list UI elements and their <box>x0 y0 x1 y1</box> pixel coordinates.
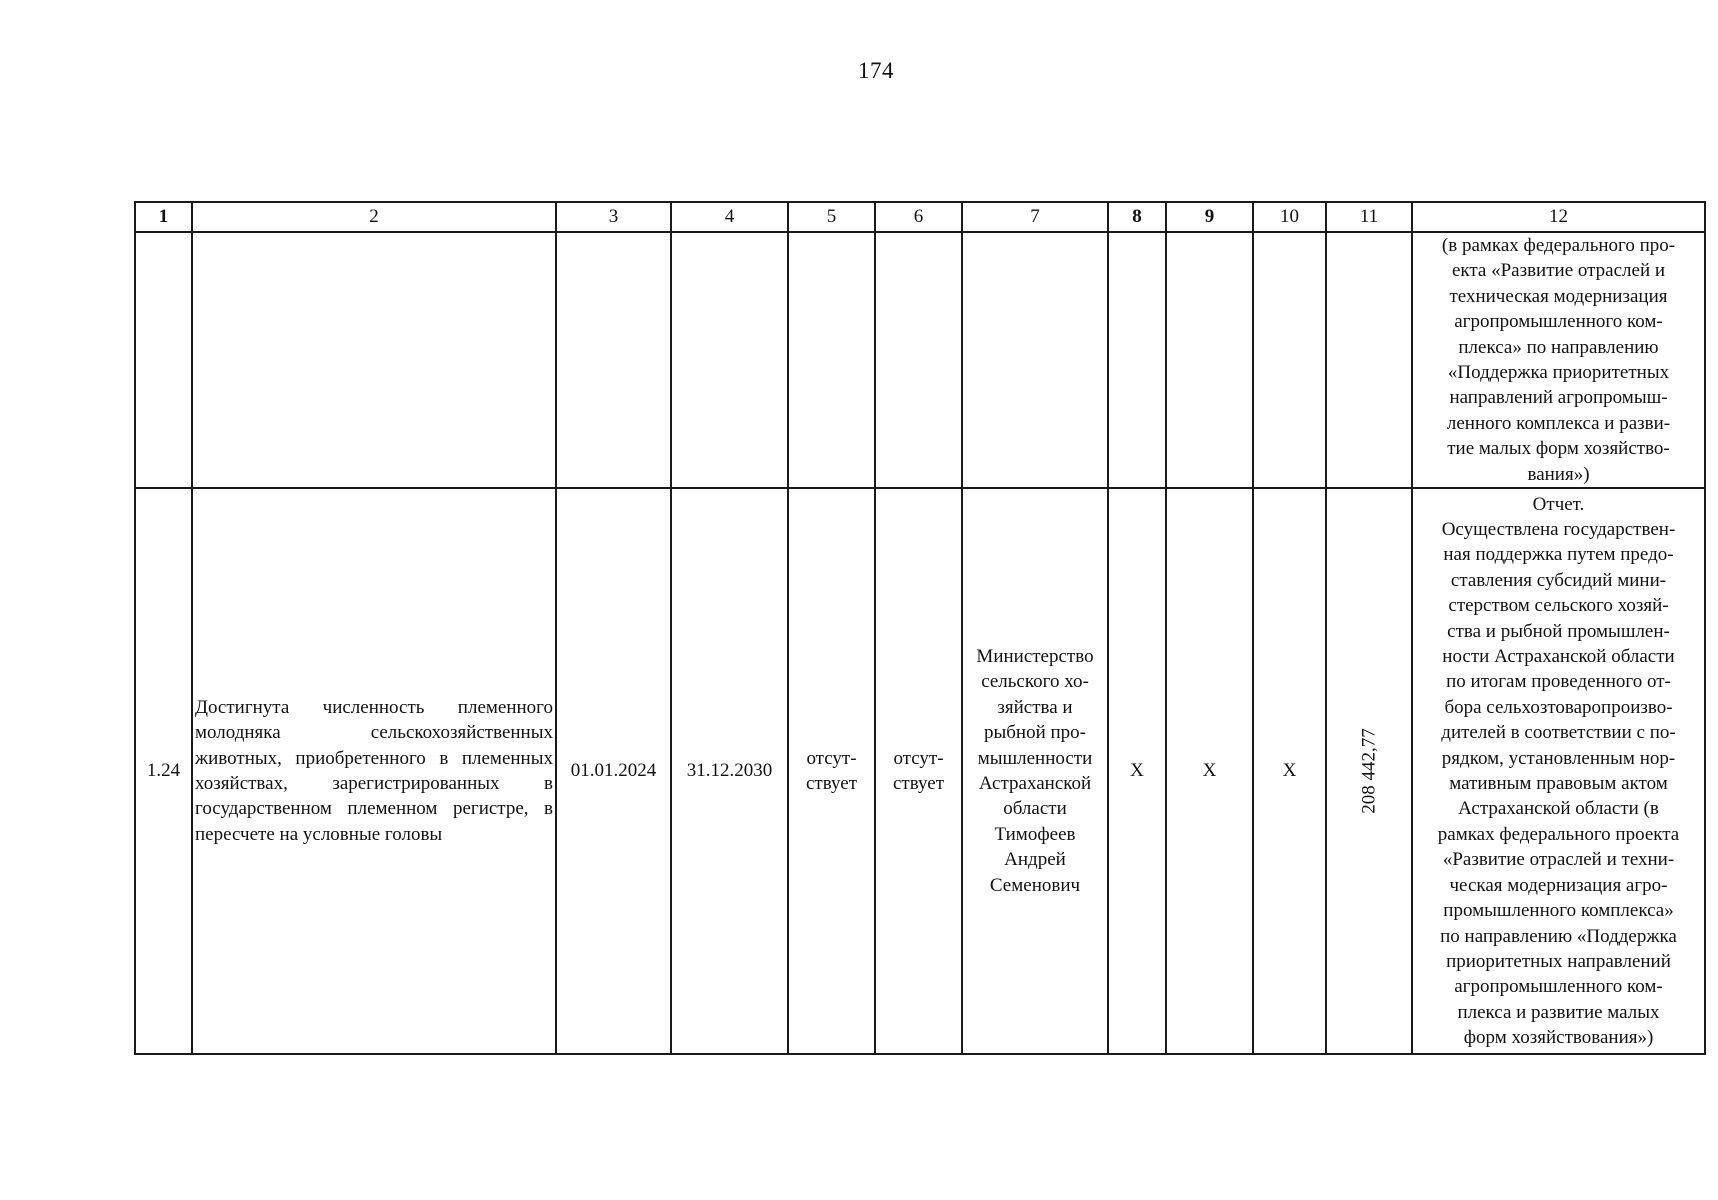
text-line: рамках федерального проекта <box>1437 823 1680 845</box>
text-line: ности Астраханской области <box>1442 646 1675 668</box>
text-line: тие малых форм хозяйство- <box>1447 438 1670 460</box>
text-line: отсут- <box>893 747 944 769</box>
empty-cell <box>1166 232 1253 488</box>
text-line: мативным правовым актом <box>1449 773 1668 795</box>
text-line: агропромышленного ком- <box>1454 976 1663 998</box>
text-line: ная поддержка путем предо- <box>1443 544 1674 566</box>
empty-cell <box>192 232 556 488</box>
text-line: Семенович <box>989 874 1081 896</box>
empty-cell <box>875 232 962 488</box>
result-report <box>1412 488 1705 1054</box>
empty-cell <box>556 232 671 488</box>
header-cell-11: 11 <box>1326 202 1412 232</box>
text-line: промышленного комплекса» <box>1443 900 1674 922</box>
start-date: 01.01.2024 <box>556 488 671 1054</box>
table-row-continuation <box>135 232 1705 488</box>
empty-cell <box>1108 232 1166 488</box>
header-cell-2: 2 <box>192 202 556 232</box>
header-cell-3: 3 <box>556 202 671 232</box>
header-cell-1: 1 <box>135 202 192 232</box>
text-line: направлений агропромыш- <box>1449 387 1668 409</box>
text-line: екта «Развитие отраслей и <box>1451 260 1666 282</box>
table-row-1-24 <box>135 488 1705 1054</box>
text-line: «Поддержка приоритетных <box>1447 362 1670 384</box>
data-table <box>134 201 1706 1055</box>
text-line: приоритетных направлений <box>1446 950 1671 972</box>
header-cell-6: 6 <box>875 202 962 232</box>
text-line: агропромышленного ком- <box>1454 311 1663 333</box>
responsible-executor <box>962 488 1108 1054</box>
text-line: сельского хо- <box>981 671 1089 693</box>
text-line: рыбной про- <box>983 722 1086 744</box>
empty-cell <box>1326 232 1412 488</box>
text-line: ствует <box>805 773 858 795</box>
text-line: плекса» по направлению <box>1458 336 1659 358</box>
text-line: «Развитие отраслей и техни- <box>1442 849 1675 871</box>
header-cell-4: 4 <box>671 202 788 232</box>
result-description-continued <box>1412 232 1705 488</box>
text-line: ленного комплекса и разви- <box>1446 412 1671 434</box>
text-line: рядком, установленным нор- <box>1441 747 1676 769</box>
amount-value: 208 442,77 <box>1358 728 1380 814</box>
text-line: ства и рыбной промышлен- <box>1447 620 1670 642</box>
col6-value <box>875 488 962 1054</box>
header-row <box>135 202 1705 232</box>
text-line: бора сельхозтоваропроизво- <box>1444 696 1673 718</box>
empty-cell <box>671 232 788 488</box>
header-cell-9: 9 <box>1166 202 1253 232</box>
text-line: техническая модернизация <box>1449 285 1668 307</box>
row-number: 1.24 <box>135 488 192 1054</box>
amount-cell <box>1326 488 1412 1054</box>
text-line: Астраханской области (в <box>1458 798 1659 820</box>
empty-cell <box>135 232 192 488</box>
indicator-description: Достигнута численность племенного молодняка сельскохозяйственных животных, приобретенного в племенных хозяйствах, зарегистрированных в государственном племенном регистре, в пересчете на условные головы <box>192 488 556 1054</box>
text-line: области <box>1003 798 1067 820</box>
empty-cell <box>1253 232 1326 488</box>
page-number: 174 <box>858 58 894 83</box>
text-line: Министерство <box>976 646 1094 668</box>
text-line: мышленности <box>977 747 1093 769</box>
header-cell-10: 10 <box>1253 202 1326 232</box>
header-cell-12: 12 <box>1412 202 1705 232</box>
text-line: вания») <box>1527 463 1590 485</box>
text-line: Андрей <box>1004 849 1066 871</box>
text-line: Тимофеев <box>994 823 1076 845</box>
text-line: отсут- <box>806 747 857 769</box>
col9-mark: X <box>1166 488 1253 1054</box>
col5-value <box>788 488 875 1054</box>
text-line: зяйства и <box>997 696 1073 718</box>
text-line: ставления субсидий мини- <box>1450 569 1667 591</box>
col8-mark: X <box>1108 488 1166 1054</box>
text-line: форм хозяйствования») <box>1463 1027 1654 1049</box>
text-line: Астраханской <box>978 773 1092 795</box>
header-cell-5: 5 <box>788 202 875 232</box>
text-line: Отчет. <box>1532 493 1585 515</box>
text-line: Осуществлена государствен- <box>1441 519 1676 540</box>
empty-cell <box>788 232 875 488</box>
col10-mark: X <box>1253 488 1326 1054</box>
text-line: стерством сельского хозяй- <box>1448 595 1669 617</box>
end-date: 31.12.2030 <box>671 488 788 1054</box>
text-line: ческая модернизация агро- <box>1449 874 1668 896</box>
empty-cell <box>962 232 1108 488</box>
text-line: дителей в соответствии с по- <box>1441 722 1676 744</box>
text-line: по итогам проведенного от- <box>1446 671 1671 693</box>
text-line: по направлению «Поддержка <box>1440 925 1677 947</box>
header-cell-8: 8 <box>1108 202 1166 232</box>
text-line: плекса и развитие малых <box>1457 1001 1660 1023</box>
header-cell-7: 7 <box>962 202 1108 232</box>
text-line: (в рамках федерального про- <box>1441 235 1676 256</box>
text-line: ствует <box>892 773 945 795</box>
